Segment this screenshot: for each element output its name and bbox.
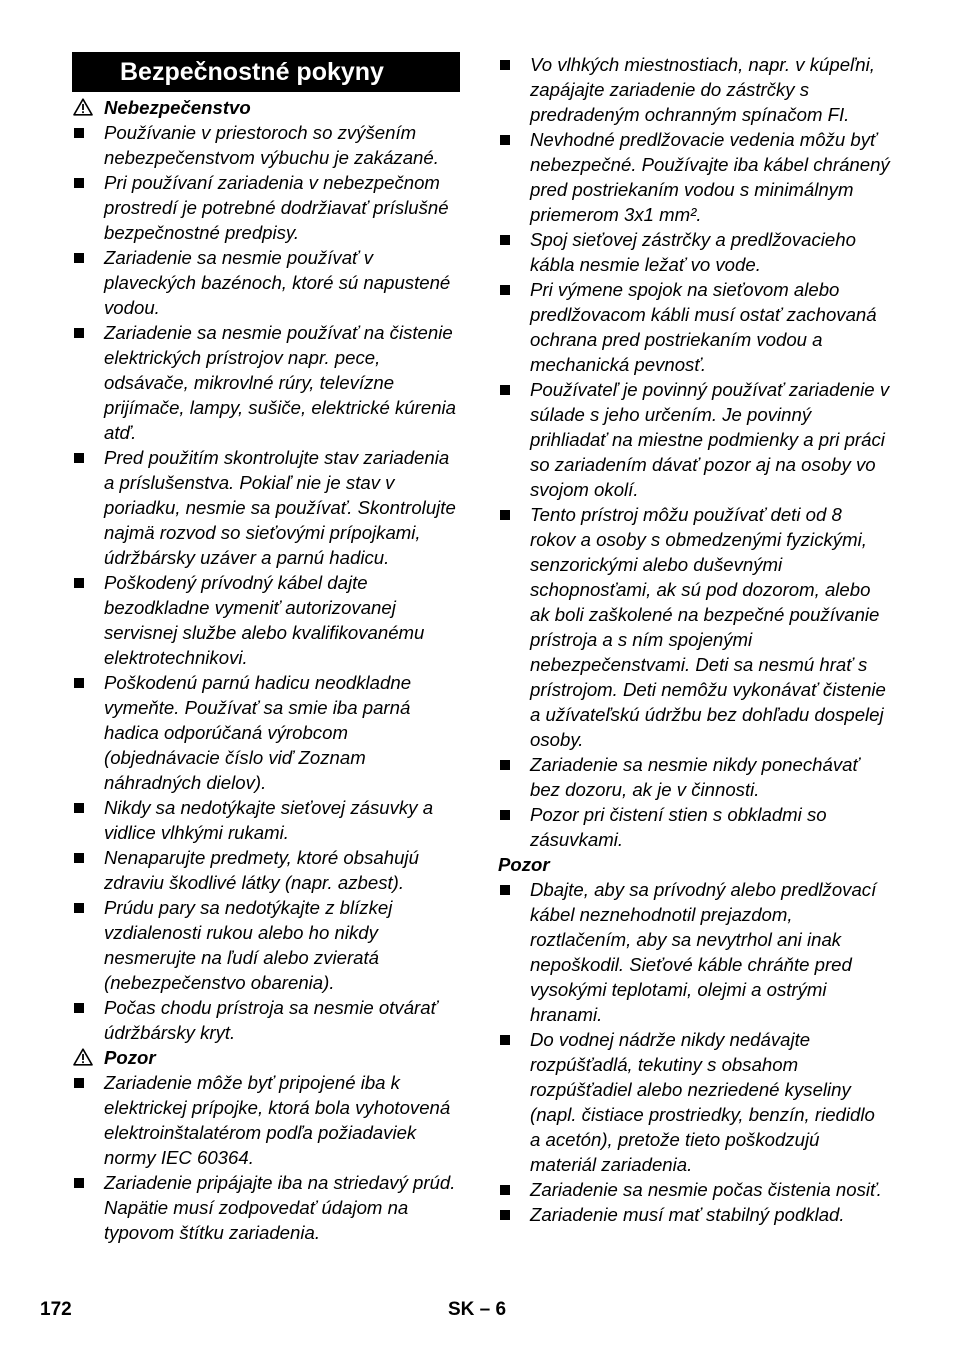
list-item: Poškodenú parnú hadicu neodkladne vymeňte. Používať sa smie iba parná hadica odporúčaná výrobcom (objednávacie číslo viď Zoznam náhradných dielov). xyxy=(72,670,460,795)
page-number: 172 xyxy=(40,1299,72,1320)
list-item: Prúdu pary sa nedotýkajte z blízkej vzdialenosti rukou alebo ho nikdy nesmerujte na ľudí alebo zvieratá (nebezpečenstvo obarenia). xyxy=(72,895,460,995)
list-item: Zariadenie sa nesmie používať na čistenie elektrických prístrojov napr. pece, odsávače, mikrovlné rúry, televízne prijímače, lampy, sušiče, elektrické kúrenia atď. xyxy=(72,320,460,445)
warning-triangle-icon xyxy=(73,98,93,116)
notice-heading: Pozor xyxy=(498,854,550,875)
caution-heading-text: Pozor xyxy=(104,1047,156,1068)
right-column xyxy=(498,52,890,1227)
list-item: Dbajte, aby sa prívodný alebo predlžovací kábel neznehodnotil prejazdom, roztlačením, aby sa nevytrhol ani inak nepoškodil. Sieťové káble chráňte pred vysokými teplotami, olejmi a ostrými hranami. xyxy=(498,877,890,1027)
list-item: Vo vlhkých miestnostiach, napr. v kúpeľni, zapájajte zariadenie do zástrčky s predradeným ochranným spínačom FI. xyxy=(498,52,890,127)
notice-list xyxy=(498,877,890,1227)
list-item: Do vodnej nádrže nikdy nedávajte rozpúšťadlá, tekutiny s obsahom rozpúšťadiel alebo nezriedené kyseliny (napl. čistiace prostriedky, benzín, riedidlo a acetón), pretože tieto poškodzujú materiál zariadenia. xyxy=(498,1027,890,1177)
danger-list xyxy=(72,120,460,1045)
caution-heading xyxy=(72,1045,460,1070)
list-item: Zariadenie sa nesmie počas čistenia nosiť. xyxy=(498,1177,890,1202)
list-item: Spoj sieťovej zástrčky a predlžovacieho kábla nesmie ležať vo vode. xyxy=(498,227,890,277)
list-item: Zariadenie sa nesmie nikdy ponechávať bez dozoru, ak je v činnosti. xyxy=(498,752,890,802)
left-column xyxy=(72,52,460,1245)
list-item: Zariadenie musí mať stabilný podklad. xyxy=(498,1202,890,1227)
list-item: Používateľ je povinný používať zariadenie v súlade s jeho určením. Je povinný prihliadať na miestne podmienky a pri práci so zariadením dávať pozor aj na osoby vo svojom okolí. xyxy=(498,377,890,502)
right-list xyxy=(498,52,890,852)
list-item: Zariadenie sa nesmie používať v plaveckých bazénoch, ktoré sú napustené vodou. xyxy=(72,245,460,320)
list-item: Pred použitím skontrolujte stav zariadenia a príslušenstva. Pokiaľ nie je stav v poriadku, nesmie sa používať. Skontrolujte najmä rozvod so sieťovými prípojkami, údržbársky uzáver a parnú hadicu. xyxy=(72,445,460,570)
danger-heading-text: Nebezpečenstvo xyxy=(104,97,251,118)
section-title: Bezpečnostné pokyny xyxy=(72,52,460,92)
list-item: Nikdy sa nedotýkajte sieťovej zásuvky a vidlice vlhkými rukami. xyxy=(72,795,460,845)
list-item: Nevhodné predlžovacie vedenia môžu byť nebezpečné. Používajte iba kábel chránený pred postriekaním vodou s minimálnym priemerom 3x1 mm². xyxy=(498,127,890,227)
list-item: Tento prístroj môžu používať deti od 8 rokov a osoby s obmedzenými fyzickými, senzorickými alebo duševnými schopnosťami, ak sú pod dozorom, alebo ak boli zaškolené na bezpečné používanie prístroja a s ním spojenými nebezpečenstvami. Deti sa nesmú hrať s prístrojom. Deti nemôžu vykonávať čistenie a užívateľskú údržbu bez dohľadu dospelej osoby. xyxy=(498,502,890,752)
warning-triangle-icon xyxy=(73,1048,93,1066)
danger-heading xyxy=(72,95,460,120)
list-item: Nenaparujte predmety, ktoré obsahujú zdraviu škodlivé látky (napr. azbest). xyxy=(72,845,460,895)
list-item: Zariadenie pripájajte iba na striedavý prúd. Napätie musí zodpovedať údajom na typovom štítku zariadenia. xyxy=(72,1170,460,1245)
list-item: Používanie v priestoroch so zvýšením nebezpečenstvom výbuchu je zakázané. xyxy=(72,120,460,170)
list-item: Poškodený prívodný kábel dajte bezodkladne vymeniť autorizovanej servisnej službe alebo kvalifikovanému elektrotechnikovi. xyxy=(72,570,460,670)
list-item: Počas chodu prístroja sa nesmie otvárať údržbársky kryt. xyxy=(72,995,460,1045)
list-item: Pri používaní zariadenia v nebezpečnom prostredí je potrebné dodržiavať príslušné bezpečnostné predpisy. xyxy=(72,170,460,245)
list-item: Pozor pri čistení stien s obkladmi so zásuvkami. xyxy=(498,802,890,852)
list-item: Zariadenie môže byť pripojené iba k elektrickej prípojke, ktorá bola vyhotovená elektroinštalatérom podľa požiadaviek normy IEC 60364. xyxy=(72,1070,460,1170)
page-label: SK – 6 xyxy=(448,1299,507,1320)
list-item: Pri výmene spojok na sieťovom alebo predlžovacom kábli musí ostať zachovaná ochrana pred postriekaním vodou a mechanická pevnosť. xyxy=(498,277,890,377)
caution-list xyxy=(72,1070,460,1245)
